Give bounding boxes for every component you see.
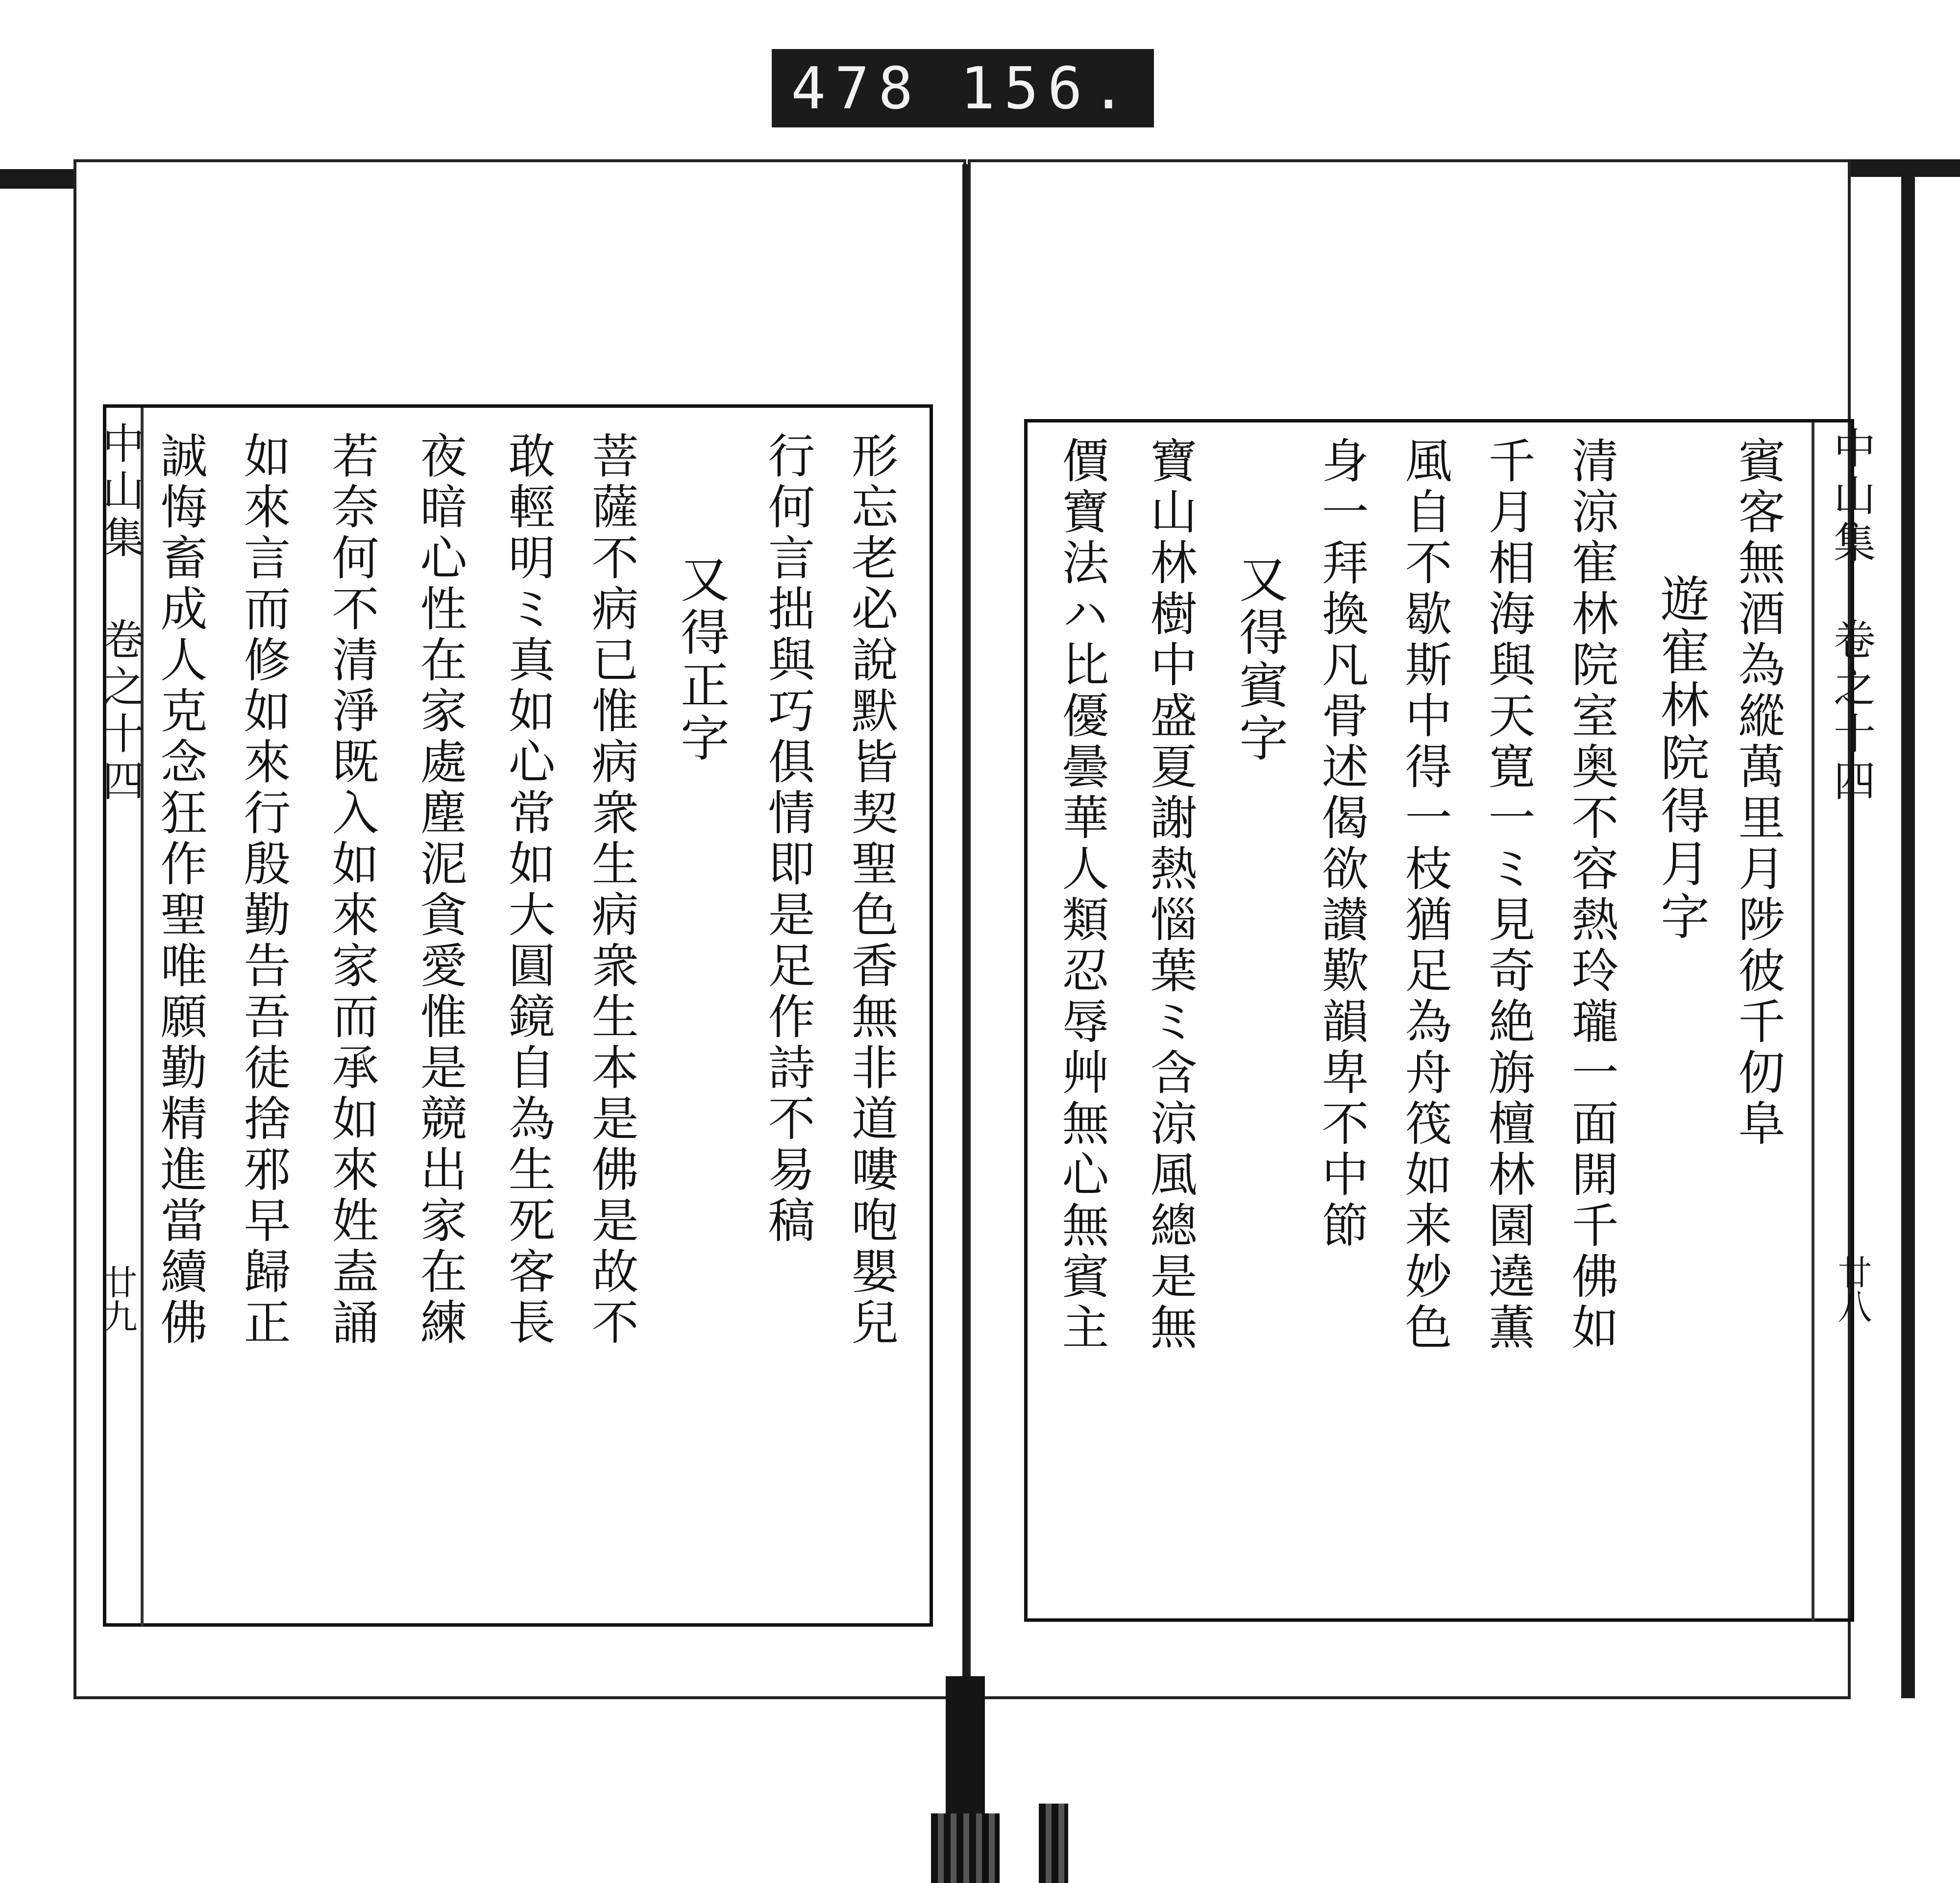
right-col-8: 寶山林樹中盛夏謝熱惱葉ミ含涼風總是無 (1143, 436, 1198, 1354)
label-number-right: 156. (960, 54, 1135, 122)
tassel-cord (1039, 1804, 1068, 1883)
right-col-6: 身一拜換凡骨述偈欲讃歎韻卑不中節 (1314, 436, 1369, 1252)
right-col-1: 賓客無酒為縱萬里月陟彼千仞阜 (1731, 436, 1786, 1150)
label-number-left: 478 (791, 54, 922, 122)
left-col-7: 若奈何不清淨既入如來家而承如來姓盍誦 (324, 431, 379, 1349)
right-margin-volume: 卷之十四 (1826, 618, 1875, 806)
right-book-edge (1901, 159, 1915, 1698)
right-col-7: 又得賓字 (1231, 554, 1288, 766)
right-col-4: 千月相海與天寛一ミ見奇絶旃檀林園遶薫 (1481, 436, 1536, 1354)
right-col-3: 清涼寉林院室奥不容熱玲瓏一面開千佛如 (1564, 436, 1619, 1354)
right-col-9: 價寶法ハ比優曇華人類忍辱艸無心無賓主 (1054, 436, 1109, 1354)
right-col-2: 遊寉林院得月字 (1652, 573, 1710, 944)
right-edge-bar (1838, 159, 1960, 177)
left-margin-rule (141, 408, 144, 1626)
left-margin-volume: 卷之十四 (95, 618, 144, 806)
left-col-1: 形忘老必說默皆契聖色香無非道嘍咆嬰兒 (844, 431, 899, 1349)
left-col-4: 菩薩不病已惟病衆生病衆生本是佛是故不 (584, 431, 639, 1349)
right-margin-title: 中山集 (1826, 426, 1875, 568)
left-col-8: 如來言而修如來行殷勤告吾徒捨邪早歸正 (236, 431, 291, 1349)
call-number-label (772, 49, 1154, 127)
left-margin-title: 中山集 (95, 421, 144, 563)
right-col-5: 風自不歇斯中得一枝猶足為舟筏如来妙色 (1397, 436, 1452, 1354)
left-col-6: 夜暗心性在家處塵泥貪愛惟是競出家在練 (413, 431, 467, 1349)
center-spine (962, 164, 968, 1684)
left-col-3: 又得正字 (672, 554, 730, 766)
left-folio: 廿九 (98, 1264, 138, 1333)
tassel-stripe (931, 1813, 1000, 1883)
left-col-5: 敢輕明ミ真如心常如大圓鏡自為生死客長 (501, 431, 556, 1349)
left-col-9: 誠悔畜成人克念狂作聖唯願勤精進當續佛 (153, 431, 208, 1349)
right-margin-rule (1812, 422, 1814, 1621)
right-folio: 廿八 (1832, 1255, 1872, 1323)
left-col-2: 行何言拙與巧俱情即是足作詩不易稿 (760, 431, 815, 1247)
